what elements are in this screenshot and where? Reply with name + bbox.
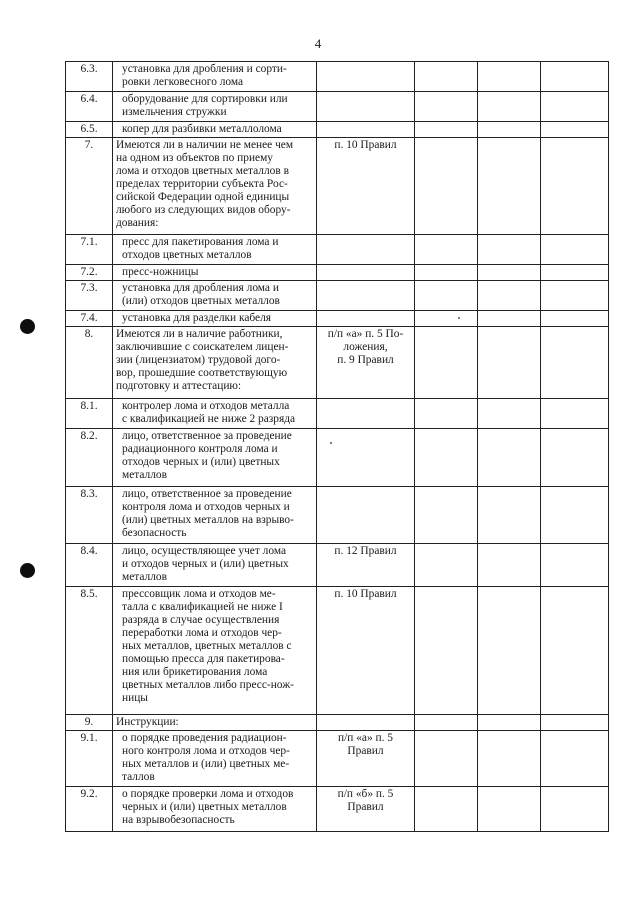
answer-cell	[415, 399, 478, 429]
answer-cell	[541, 62, 609, 92]
legal-reference	[317, 399, 415, 429]
item-number: 9.1.	[66, 731, 113, 787]
answer-cell	[415, 327, 478, 399]
answer-cell	[541, 399, 609, 429]
answer-cell	[478, 715, 541, 731]
item-number: 8.1.	[66, 399, 113, 429]
answer-cell	[415, 429, 478, 487]
table-row	[66, 487, 609, 544]
requirement-text: Имеются ли в наличии не менее чем на одном из объектов по приему лома и отходов цветных металлов в пределах территории субъекта Рос- сийской Федерации одной единицы любого из следующих видов обору- дования:	[113, 138, 317, 235]
answer-cell	[541, 265, 609, 281]
legal-reference	[317, 311, 415, 327]
table-row	[66, 62, 609, 92]
page-number: 4	[314, 36, 322, 51]
answer-cell	[478, 429, 541, 487]
requirement-text: прессовщик лома и отходов ме- талла с квалификацией не ниже I разряда в случае осуществления переработки лома и отходов чер- ных металлов, цветных металлов с помощью пресса для пакетирова- ния или брикетирования лома цветных металлов либо пресс-нож- ницы	[113, 587, 317, 715]
table-row	[66, 715, 609, 731]
answer-cell	[541, 587, 609, 715]
table-row	[66, 311, 609, 327]
answer-cell	[415, 138, 478, 235]
table-row	[66, 587, 609, 715]
item-number: 8.2.	[66, 429, 113, 487]
table-row	[66, 235, 609, 265]
answer-cell	[478, 138, 541, 235]
answer-cell	[541, 787, 609, 832]
requirement-text: о порядке проверки лома и отходов черных и (или) цветных металлов на взрывобезопасность	[113, 787, 317, 832]
answer-cell	[541, 487, 609, 544]
answer-cell	[415, 92, 478, 122]
answer-cell	[541, 92, 609, 122]
requirement-text: установка для дробления лома и (или) отходов цветных металлов	[113, 281, 317, 311]
legal-reference: п/п «а» п. 5 Правил	[317, 731, 415, 787]
answer-cell	[541, 311, 609, 327]
answer-cell	[478, 731, 541, 787]
answer-cell	[478, 544, 541, 587]
answer-cell	[478, 787, 541, 832]
item-number: 7.	[66, 138, 113, 235]
legal-reference	[317, 265, 415, 281]
legal-reference	[317, 122, 415, 138]
answer-cell	[541, 122, 609, 138]
answer-cell	[541, 235, 609, 265]
answer-cell	[415, 62, 478, 92]
answer-cell	[478, 311, 541, 327]
answer-cell	[415, 731, 478, 787]
answer-cell	[415, 787, 478, 832]
answer-cell	[541, 544, 609, 587]
answer-cell	[478, 281, 541, 311]
requirement-text: контролер лома и отходов металла с квалификацией не ниже 2 разряда	[113, 399, 317, 429]
table-row	[66, 92, 609, 122]
requirement-text: лицо, ответственное за проведение контроля лома и отходов черных и (или) цветных металлов на взрыво- безопасность	[113, 487, 317, 544]
answer-cell	[415, 715, 478, 731]
answer-cell	[541, 429, 609, 487]
legal-reference	[317, 715, 415, 731]
legal-reference	[317, 92, 415, 122]
answer-cell	[415, 235, 478, 265]
item-number: 9.2.	[66, 787, 113, 832]
answer-cell	[415, 311, 478, 327]
answer-cell	[541, 731, 609, 787]
answer-cell	[478, 235, 541, 265]
legal-reference	[317, 281, 415, 311]
answer-cell	[478, 327, 541, 399]
item-number: 9.	[66, 715, 113, 731]
requirement-text: пресс для пакетирования лома и отходов цветных металлов	[113, 235, 317, 265]
punch-hole-mark	[20, 319, 35, 334]
table-row	[66, 544, 609, 587]
requirement-text: Инструкции:	[113, 715, 317, 731]
item-number: 7.2.	[66, 265, 113, 281]
legal-reference	[317, 487, 415, 544]
requirement-text: установка для дробления и сорти- ровки легковесного лома	[113, 62, 317, 92]
answer-cell	[478, 399, 541, 429]
answer-cell	[478, 265, 541, 281]
requirement-text: Имеются ли в наличие работники, заключившие с соискателем лицен- зии (лицензиатом) трудовой дого- вор, прошедшие соответствующую подготовку и аттестацию:	[113, 327, 317, 399]
requirements-table-body	[66, 62, 609, 832]
table-row	[66, 265, 609, 281]
requirement-text: о порядке проведения радиацион- ного контроля лома и отходов чер- ных металлов и (или) цветных ме- таллов	[113, 731, 317, 787]
answer-cell	[478, 92, 541, 122]
item-number: 6.4.	[66, 92, 113, 122]
requirement-text: пресс-ножницы	[113, 265, 317, 281]
legal-reference: п/п «б» п. 5 Правил	[317, 787, 415, 832]
answer-cell	[415, 487, 478, 544]
requirement-text: установка для разделки кабеля	[113, 311, 317, 327]
table-row	[66, 138, 609, 235]
item-number: 8.4.	[66, 544, 113, 587]
item-number: 8.3.	[66, 487, 113, 544]
requirement-text: лицо, осуществляющее учет лома и отходов черных и (или) цветных металлов	[113, 544, 317, 587]
legal-reference	[317, 62, 415, 92]
answer-cell	[478, 122, 541, 138]
answer-cell	[415, 265, 478, 281]
answer-cell	[541, 281, 609, 311]
table-row	[66, 787, 609, 832]
requirement-text: оборудование для сортировки или измельчения стружки	[113, 92, 317, 122]
answer-cell	[415, 122, 478, 138]
item-number: 8.5.	[66, 587, 113, 715]
answer-cell	[478, 587, 541, 715]
legal-reference: п. 10 Правил	[317, 138, 415, 235]
answer-cell	[478, 62, 541, 92]
requirements-table	[65, 61, 609, 832]
answer-cell	[415, 587, 478, 715]
table-row	[66, 281, 609, 311]
legal-reference: п/п «а» п. 5 По- ложения, п. 9 Правил	[317, 327, 415, 399]
table-row	[66, 429, 609, 487]
table-row	[66, 122, 609, 138]
punch-hole-mark	[20, 563, 35, 578]
legal-reference	[317, 235, 415, 265]
table-row	[66, 731, 609, 787]
answer-cell	[541, 138, 609, 235]
requirement-text: копер для разбивки металлолома	[113, 122, 317, 138]
item-number: 7.4.	[66, 311, 113, 327]
requirement-text: лицо, ответственное за проведение радиационного контроля лома и отходов черных и (или) цветных металлов	[113, 429, 317, 487]
answer-cell	[478, 487, 541, 544]
answer-cell	[415, 544, 478, 587]
answer-cell	[415, 281, 478, 311]
item-number: 8.	[66, 327, 113, 399]
answer-cell	[541, 715, 609, 731]
item-number: 7.1.	[66, 235, 113, 265]
answer-cell	[541, 327, 609, 399]
legal-reference	[317, 429, 415, 487]
legal-reference: п. 12 Правил	[317, 544, 415, 587]
item-number: 6.5.	[66, 122, 113, 138]
legal-reference: п. 10 Правил	[317, 587, 415, 715]
table-row	[66, 399, 609, 429]
item-number: 6.3.	[66, 62, 113, 92]
item-number: 7.3.	[66, 281, 113, 311]
table-row	[66, 327, 609, 399]
